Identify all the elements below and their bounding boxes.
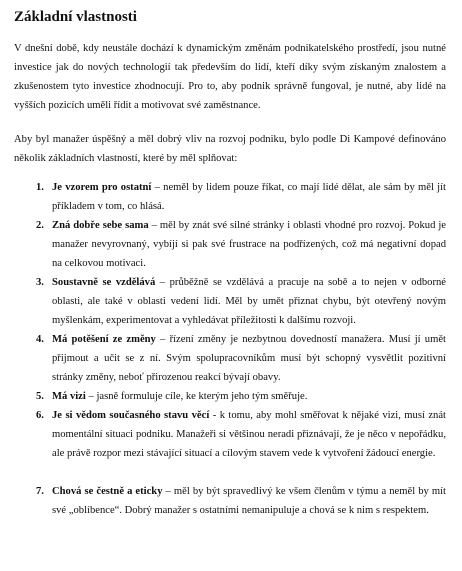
list-item-description: – řízení změny je nezbytnou dovedností manažera. Musí jí umět přijmout a učit se z ní. Svým spolupracovníkům musí být schopný vysvětlit pozitivní stránky změny, neboť přirozenou reakcí bývají obavy. — [52, 334, 446, 383]
section-heading: Základní vlastnosti — [14, 9, 137, 25]
list-item-description: - k tomu, aby mohl směřovat k nějaké vizi, musí znát momentální situaci podniku. Manažeři si většinou neradi přiznávají, že je něco v nepořádku, ale právě rozpor mezi stávající situací a cílovým stavem vede k vytvoření žádoucí energie. — [52, 410, 446, 459]
list-item-text — [52, 387, 446, 406]
list-item-term: Chová se čestně a eticky — [52, 486, 163, 497]
list-item-description: – měl by znát své silné stránky i oblasti vhodné pro rozvoj. Pokud je manažer nevyrovnaný, vybíjí si pak své frustrace na podřízených, což má negativní dopad na celkovou motivaci. — [52, 220, 446, 269]
list-item-text — [52, 482, 446, 520]
list-number: 3. — [36, 277, 44, 288]
list-number: 2. — [36, 220, 44, 231]
list-item-text — [52, 178, 446, 216]
list-number: 4. — [36, 334, 44, 345]
list-item-description: – průběžně se vzdělává a pracuje na sobě a to nejen v odborné oblasti, ale také v oblasti vedení lidí. Měl by umět přiznat chybu, být otevřený novým myšlenkám, experimentovat a vyhledávat příležitosti k dalšímu rozvoji. — [52, 277, 447, 326]
list-item-term: Má vizi — [52, 391, 86, 402]
list-item-term: Je vzorem pro ostatní — [52, 182, 152, 193]
list-item-text — [52, 273, 446, 330]
definition-paragraph: Aby byl manažer úspěšný a měl dobrý vliv na rozvoj podniku, bylo podle Di Kampové definováno několik základních vlastností, které by měl splňovat: — [14, 134, 446, 164]
list-item-term: Zná dobře sebe sama — [52, 220, 149, 231]
list-item-text — [52, 406, 446, 463]
list-item-description: – měl by být spravedlivý ke všem členům v týmu a neměl by mít své „oblíbence“. Dobrý manažer s ostatními nemanipuluje a chová se k nim s respektem. — [52, 486, 446, 516]
intro-paragraph: V dnešní době, kdy neustále dochází k dynamickým změnám podnikatelského prostředí, jsou nutné investice jak do nových technologií tak především do lidí, kteří díky svým získaným znalostem a zkušenostem tyto investice zhodnocují. Pro to, aby podnik správně fungoval, je nutné, aby lidé na vyšších pozicích uměli řídit a motivovat své zaměstnance. — [14, 43, 446, 111]
list-item-text — [52, 216, 446, 273]
list-item-term: Má potěšení ze změny — [52, 334, 156, 345]
list-item-term: Je si vědom současného stavu věcí — [52, 410, 210, 421]
list-number: 1. — [36, 182, 44, 193]
list-number: 7. — [36, 486, 44, 497]
list-item-description: – jasně formuluje cíle, ke kterým jeho tým směřuje. — [85, 391, 308, 402]
list-number: 5. — [36, 391, 44, 402]
list-item-description: – neměl by lidem pouze říkat, co mají lidé dělat, ale sám by měl jít příkladem v tom, co hlásá. — [52, 182, 446, 212]
list-item-term: Soustavně se vzdělává — [52, 277, 156, 288]
list-number: 6. — [36, 410, 44, 421]
list-item-text — [52, 330, 446, 387]
